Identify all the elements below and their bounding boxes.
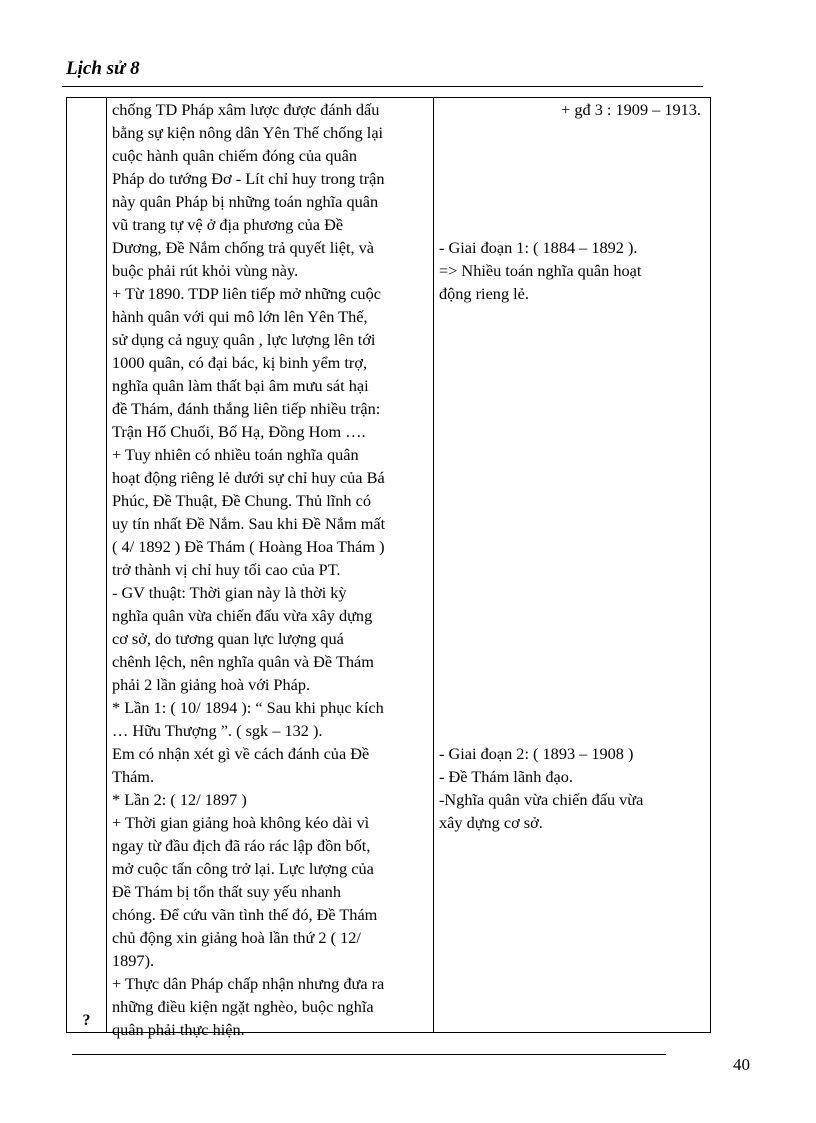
content-line: mở cuộc tấn công trở lại. Lực lượng của	[112, 859, 374, 878]
content-line: Pháp do tướng Đơ - Lít chỉ huy trong trận	[112, 169, 385, 188]
content-line: nghĩa quân làm thất bại âm mưu sát hại	[112, 376, 369, 395]
page-number: 40	[733, 1055, 750, 1074]
question-marker: ?	[82, 1012, 91, 1029]
content-line: 1000 quân, có đại bác, kị binh yểm trợ,	[112, 353, 368, 372]
content-line: phải 2 lần giảng hoà với Pháp.	[112, 675, 311, 694]
footer-divider	[72, 1054, 666, 1055]
content-line: hành quân với qui mô lớn lên Yên Thế,	[112, 307, 368, 326]
content-line: - GV thuật: Thời gian này là thời kỳ	[112, 583, 347, 602]
content-line: cuộc hành quân chiếm đóng của quân	[112, 146, 358, 165]
content-line: cơ sở, do tương quan lực lượng quá	[112, 629, 344, 648]
content-line: Dương, Đề Nắm chống trả quyết liệt, và	[112, 238, 375, 257]
content-line: * Lần 1: ( 10/ 1894 ): “ Sau khi phục kích	[112, 698, 384, 717]
header-divider	[62, 86, 703, 87]
stage-3-line: + gđ 3 : 1909 – 1913.	[561, 100, 701, 119]
content-line: chênh lệch, nên nghĩa quân và Đề Thám	[112, 652, 374, 671]
content-line: 1897).	[112, 951, 155, 970]
content-line: bằng sự kiện nông dân Yên Thế chống lại	[112, 123, 384, 142]
content-line: uy tín nhất Đề Nắm. Sau khi Đề Nắm mất	[112, 514, 386, 533]
content-line: + Thực dân Pháp chấp nhận nhưng đưa ra	[112, 974, 385, 993]
content-line: + Tuy nhiên có nhiều toán nghĩa quân	[112, 445, 359, 464]
summary-line: -Nghĩa quân vừa chiến đấu vừa	[439, 790, 644, 809]
teacher-content-column	[112, 98, 430, 1041]
summary-line: => Nhiều toán nghĩa quân hoạt	[439, 261, 642, 280]
content-line: + Từ 1890. TDP liên tiếp mở những cuộc	[112, 284, 381, 303]
content-line: Trận Hố Chuối, Bố Hạ, Đồng Hom ….	[112, 422, 366, 441]
content-line: chủ động xin giảng hoà lần thứ 2 ( 12/	[112, 928, 361, 947]
content-line: Đề Thám bị tổn thất suy yếu nhanh	[112, 882, 341, 901]
content-line: Em có nhận xét gì về cách đánh của Đề	[112, 744, 370, 763]
content-line: * Lần 2: ( 12/ 1897 )	[112, 790, 247, 809]
content-line: + Thời gian giảng hoà không kéo dài vì	[112, 813, 370, 832]
content-line: Phúc, Đề Thuật, Đề Chung. Thủ lĩnh có	[112, 491, 371, 510]
content-line: vũ trang tự vệ ở địa phương của Đề	[112, 215, 344, 234]
column-divider-2	[433, 98, 434, 1032]
summary-line: động rieng lẻ.	[439, 284, 529, 303]
summary-line: - Giai đoạn 1: ( 1884 – 1892 ).	[439, 238, 638, 257]
content-line: chống TD Pháp xâm lược được đánh dấu	[112, 100, 380, 119]
content-line: chóng. Để cứu vãn tình thế đó, Đề Thám	[112, 905, 378, 924]
content-line: sử dụng cả nguỵ quân , lực lượng lên tới	[112, 330, 376, 349]
summary-line: - Đề Thám lãnh đạo.	[439, 767, 573, 786]
lesson-table	[66, 97, 711, 1039]
content-line: quân phải thực hiện.	[112, 1020, 245, 1039]
content-line: buộc phải rút khỏi vùng này.	[112, 261, 299, 280]
stage-1-block	[439, 236, 707, 305]
content-line: ( 4/ 1892 ) Đề Thám ( Hoàng Hoa Thám )	[112, 537, 385, 556]
content-line: … Hữu Thượng ”. ( sgk – 132 ).	[112, 721, 323, 740]
content-line: này quân Pháp bị những toán nghĩa quân	[112, 192, 379, 211]
summary-line: xây dựng cơ sở.	[439, 813, 543, 832]
content-line: hoạt động riêng lẻ dưới sự chỉ huy của Bá	[112, 468, 385, 487]
content-line: trở thành vị chỉ huy tối cao của PT.	[112, 560, 341, 579]
content-line: đề Thám, đánh thắng liên tiếp nhiều trận:	[112, 399, 381, 418]
column-divider-1	[106, 98, 107, 1032]
page-header-title: Lịch sử 8	[66, 58, 140, 79]
content-line: những điều kiện ngặt nghèo, buộc nghĩa	[112, 997, 374, 1016]
summary-line: - Giai đoạn 2: ( 1893 – 1908 )	[439, 744, 634, 763]
stage-2-block	[439, 742, 707, 834]
content-line: ngay từ đầu địch đã ráo rác lập đồn bốt,	[112, 836, 371, 855]
content-line: Thám.	[112, 767, 155, 786]
content-line: nghĩa quân vừa chiến đấu vừa xây dựng	[112, 606, 373, 625]
